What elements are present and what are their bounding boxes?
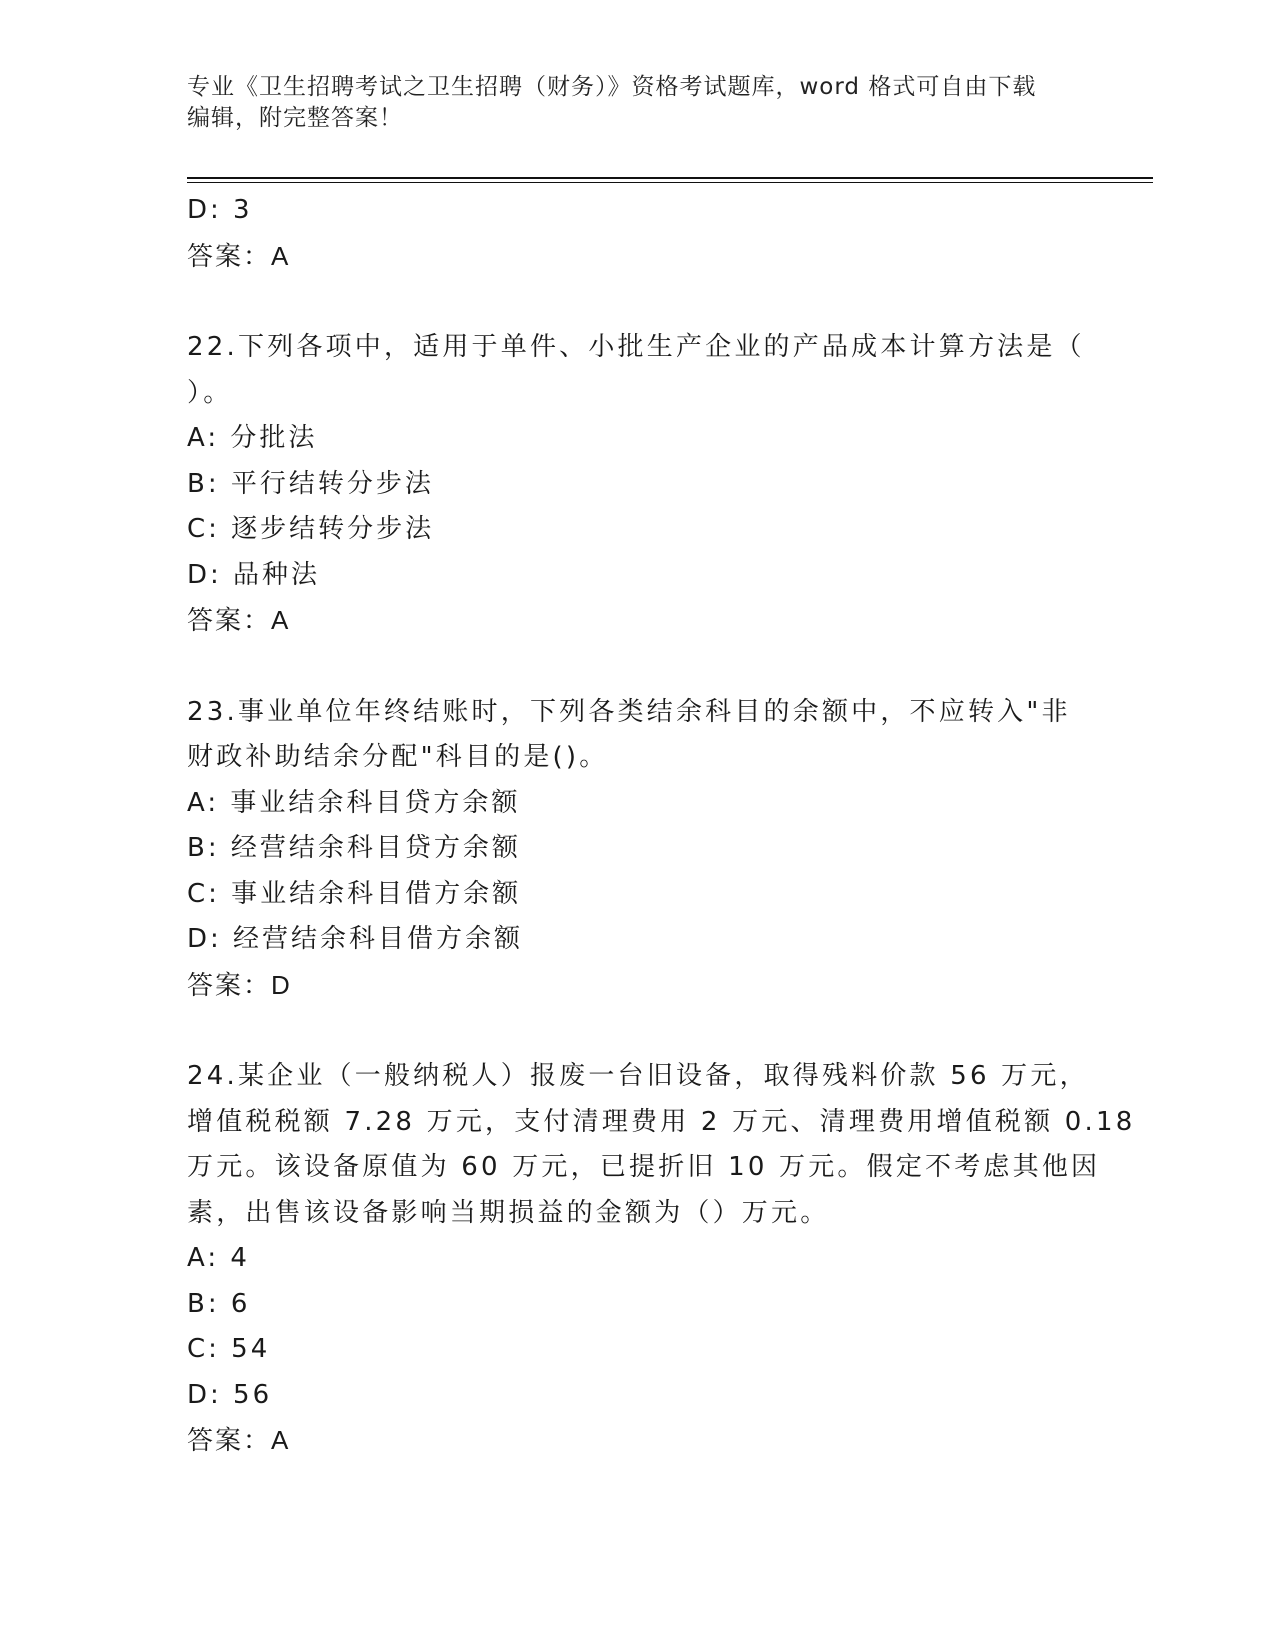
header-line-2: 编辑，附完整答案！ — [187, 105, 403, 131]
option-c: C: 事业结余科目借方余额 — [187, 878, 522, 909]
page-header — [187, 72, 1087, 134]
question-stem-line: 23.事业单位年终结账时，下列各类结余科目的余额中，不应转入"非 — [187, 696, 1071, 727]
option-d: D: 3 — [187, 195, 253, 225]
option-b: B: 平行结转分步法 — [187, 468, 434, 499]
question-stem-line: 万元。该设备原值为 60 万元，已提折旧 10 万元。假定不考虑其他因 — [187, 1152, 1101, 1182]
question-stem-line: 增值税税额 7.28 万元，支付清理费用 2 万元、清理费用增值税额 0.18 — [187, 1106, 1136, 1137]
answer-label: 答案：A — [187, 240, 291, 271]
question-stem-line: 22.下列各项中，适用于单件、小批生产企业的产品成本计算方法是（ — [187, 332, 1085, 362]
question-stem-line: 素，出售该设备影响当期损益的金额为（）万元。 — [187, 1197, 830, 1228]
option-b: B: 经营结余科目贷方余额 — [187, 833, 521, 863]
question-list — [187, 188, 1136, 1464]
question-stem-line: ）。 — [187, 377, 233, 408]
option-d: D: 经营结余科目借方余额 — [187, 924, 524, 954]
option-a: A: 分批法 — [187, 423, 318, 453]
question-23 — [187, 690, 1087, 1009]
option-c: C: 逐步结转分步法 — [187, 514, 435, 544]
previous-question-tail — [187, 188, 1087, 279]
answer-label: 答案：A — [187, 605, 291, 635]
spacer — [187, 279, 1087, 325]
header-divider — [187, 177, 1153, 179]
header-line-1: 专业《卫生招聘考试之卫生招聘（财务）》资格考试题库，word 格式可自由下载 — [187, 74, 1037, 100]
question-22 — [187, 325, 1087, 644]
option-d: D: 品种法 — [187, 559, 321, 590]
answer-label: 答案：A — [187, 1425, 291, 1455]
option-a: A: 4 — [187, 1243, 250, 1273]
option-b: B: 6 — [187, 1288, 251, 1319]
header-divider-thin — [187, 182, 1153, 183]
spacer — [187, 1008, 1087, 1054]
question-24 — [187, 1054, 1136, 1464]
option-c: C: 54 — [187, 1334, 271, 1364]
question-stem-line: 24.某企业（一般纳税人）报废一台旧设备，取得残料价款 56 万元， — [187, 1061, 1089, 1091]
option-d: D: 56 — [187, 1379, 273, 1410]
option-a: A: 事业结余科目贷方余额 — [187, 787, 521, 818]
question-stem-line: 财政补助结余分配"科目的是()。 — [187, 742, 609, 772]
answer-label: 答案：D — [187, 969, 292, 1000]
spacer — [187, 644, 1087, 690]
